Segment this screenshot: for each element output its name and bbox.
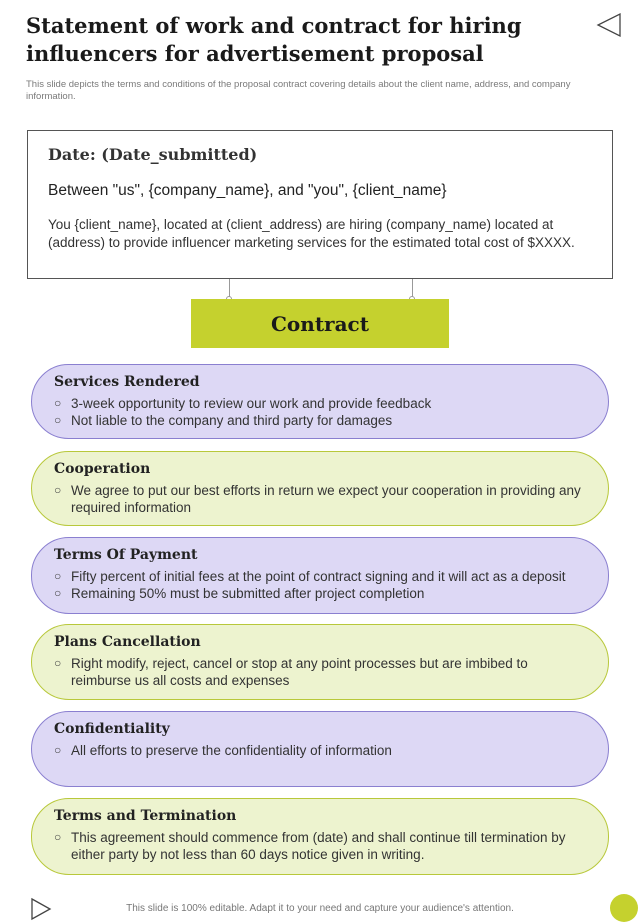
circle-bullet-icon: ○	[54, 656, 62, 670]
bullet-text: 3-week opportunity to review our work and provide feedback	[71, 396, 432, 411]
section-card-services-rendered	[31, 364, 609, 439]
section-title: Services Rendered	[54, 374, 200, 390]
bullet-item	[54, 655, 588, 689]
section-title: Cooperation	[54, 461, 151, 477]
section-title: Terms and Termination	[54, 808, 237, 824]
bullet-text: Right modify, reject, cancel or stop at any point processes but are imbibed to reimburse us all costs and expenses	[71, 656, 528, 688]
date-line: Date: (Date_submitted)	[48, 145, 258, 164]
intro-box	[27, 130, 613, 279]
section-card-terms-of-payment	[31, 537, 609, 614]
page-subtitle: This slide depicts the terms and conditions of the proposal contract covering details about the client name, address, and company information.	[26, 79, 571, 102]
between-line: Between "us", {company_name}, and "you", {client_name}	[48, 182, 447, 199]
bullet-text: Remaining 50% must be submitted after project completion	[71, 586, 425, 601]
bullet-item	[54, 585, 588, 602]
bullet-item	[54, 482, 588, 516]
circle-bullet-icon: ○	[54, 413, 62, 427]
circle-bullet-icon: ○	[54, 396, 62, 410]
bullet-text: This agreement should commence from (date) and shall continue till termination by either party by not less than 60 days notice given in writing.	[71, 830, 566, 862]
bullet-text: Fifty percent of initial fees at the point of contract signing and it will act as a deposit	[71, 569, 566, 584]
bullet-item	[54, 568, 588, 585]
contract-banner	[191, 299, 449, 348]
bullet-text: Not liable to the company and third party for damages	[71, 413, 393, 428]
page-title: Statement of work and contract for hiring influencers for advertisement proposal	[26, 13, 522, 66]
bullet-text: All efforts to preserve the confidentiality of information	[71, 743, 392, 758]
section-card-terms-and-termination	[31, 798, 609, 875]
section-card-cooperation	[31, 451, 609, 526]
section-title: Terms Of Payment	[54, 547, 198, 563]
bullet-item	[54, 829, 588, 863]
contract-label: Contract	[271, 311, 369, 336]
bullet-item	[54, 742, 588, 759]
section-card-plans-cancellation	[31, 624, 609, 700]
circle-bullet-icon: ○	[54, 743, 62, 757]
bullet-item	[54, 412, 588, 429]
section-title: Confidentiality	[54, 721, 170, 737]
footer-note: This slide is 100% editable. Adapt it to your need and capture your audience's attention.	[126, 903, 514, 914]
intro-body: You {client_name}, located at (client_address) are hiring (company_name) located at (address) to provide influencer marketing services for the estimated total cost of $XXXX.	[48, 217, 575, 250]
bullet-text: We agree to put our best efforts in return we expect your cooperation in providing any required information	[71, 483, 581, 515]
circle-bullet-icon: ○	[54, 830, 62, 844]
bullet-item	[54, 395, 588, 412]
section-title: Plans Cancellation	[54, 634, 201, 650]
triangle-left-icon	[596, 12, 622, 38]
circle-bullet-icon: ○	[54, 569, 62, 583]
decorative-circle	[610, 894, 638, 922]
circle-bullet-icon: ○	[54, 586, 62, 600]
circle-bullet-icon: ○	[54, 483, 62, 497]
section-card-confidentiality	[31, 711, 609, 787]
